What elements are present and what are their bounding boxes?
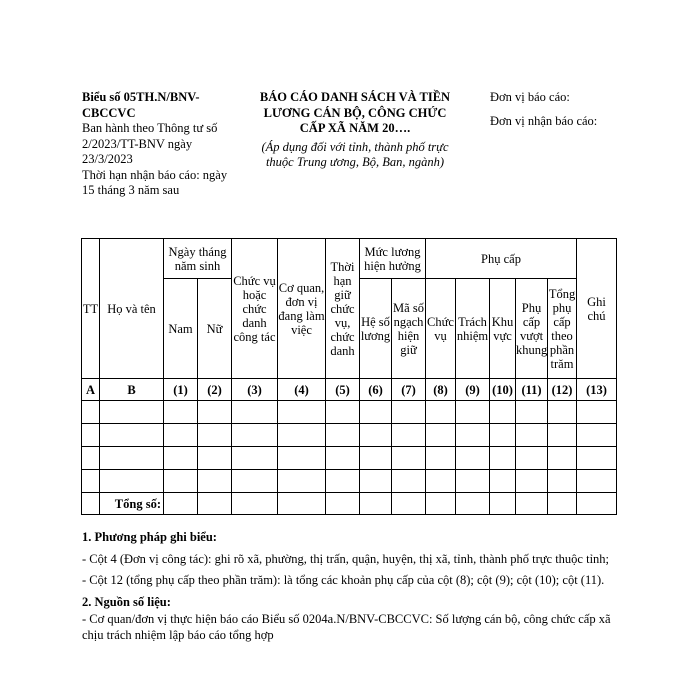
- index-cell: (12): [548, 379, 577, 401]
- index-cell: (9): [456, 379, 490, 401]
- index-cell: (2): [198, 379, 232, 401]
- col-header-allow-responsibility: Trách nhiệm: [456, 279, 490, 379]
- salary-table: [81, 238, 617, 515]
- form-header-left: [82, 90, 242, 199]
- col-header-salary: Mức lương hiện hưởng: [360, 239, 426, 279]
- table-row: [82, 424, 617, 447]
- index-cell: A: [82, 379, 100, 401]
- col-header-name: Họ và tên: [100, 239, 164, 379]
- index-cell: (7): [392, 379, 426, 401]
- index-cell: (4): [278, 379, 326, 401]
- col-header-note: Ghi chú: [577, 239, 617, 379]
- index-cell: (11): [516, 379, 548, 401]
- form-code: Biểu số 05TH.N/BNV-CBCCVC: [82, 90, 200, 120]
- index-cell: (13): [577, 379, 617, 401]
- notes-method-col4: - Cột 4 (Đơn vị công tác): ghi rõ xã, phường, thị trấn, quận, huyện, thị xã, tỉnh, thành phố trực thuộc tỉnh;: [82, 551, 610, 566]
- col-header-tt: TT: [82, 239, 100, 379]
- col-header-agency: Cơ quan, đơn vị đang làm việc: [278, 239, 326, 379]
- notes-section: [82, 530, 622, 649]
- col-header-female: Nữ: [198, 279, 232, 379]
- col-header-allow-exceed: Phụ cấp vượt khung: [516, 279, 548, 379]
- index-cell: (8): [426, 379, 456, 401]
- table-row: [82, 470, 617, 493]
- col-header-male: Nam: [164, 279, 198, 379]
- index-cell: (10): [490, 379, 516, 401]
- table-row: [82, 447, 617, 470]
- index-row: [82, 379, 617, 401]
- col-header-allow-position: Chức vụ: [426, 279, 456, 379]
- col-header-salary-coef: Hệ số lương: [360, 279, 392, 379]
- table-row: [82, 401, 617, 424]
- index-cell: (3): [232, 379, 278, 401]
- col-header-position: Chức vụ hoặc chức danh công tác: [232, 239, 278, 379]
- index-cell: (5): [326, 379, 360, 401]
- form-header-right: [490, 90, 597, 137]
- index-cell: (6): [360, 379, 392, 401]
- index-cell: (1): [164, 379, 198, 401]
- receiving-unit: Đơn vị nhận báo cáo:: [490, 113, 598, 128]
- notes-source-title: 2. Nguồn số liệu:: [82, 594, 171, 609]
- index-cell: B: [100, 379, 164, 401]
- issued-by: Ban hành theo Thông tư số 2/2023/TT-BNV ngày 23/3/2023: [82, 121, 218, 166]
- col-header-allow-total: Tổng phụ cấp theo phần trăm: [548, 279, 577, 379]
- notes-method-col12: - Cột 12 (tổng phụ cấp theo phần trăm): là tổng các khoản phụ cấp của cột (8); cột (9); cột (10); cột (11).: [82, 573, 605, 587]
- total-label: Tổng số:: [100, 493, 164, 515]
- col-header-dob: Ngày tháng năm sinh: [164, 239, 232, 279]
- report-subtitle: (Áp dụng đối với tỉnh, thành phố trực thuộc Trung ương, Bộ, Ban, ngành): [261, 139, 449, 169]
- reporting-unit: Đơn vị báo cáo:: [490, 90, 570, 104]
- total-row: [82, 493, 617, 515]
- notes-method-title: 1. Phương pháp ghi biểu:: [82, 530, 217, 544]
- col-header-grade-code: Mã số ngạch hiện giữ: [392, 279, 426, 379]
- col-header-allow-region: Khu vực: [490, 279, 516, 379]
- form-header-center: [250, 90, 460, 171]
- notes-source-text: - Cơ quan/đơn vị thực hiện báo cáo Biểu số 0204a.N/BNV-CBCCVC: Số lượng cán bộ, công chức cấp xã chịu trách nhiệm lập báo cáo tổng hợp: [82, 612, 611, 642]
- report-deadline: Thời hạn nhận báo cáo: ngày 15 tháng 3 năm sau: [82, 167, 228, 197]
- col-header-allowance: Phụ cấp: [426, 239, 577, 279]
- report-title: BÁO CÁO DANH SÁCH VÀ TIỀN LƯƠNG CÁN BỘ, CÔNG CHỨC CẤP XÃ NĂM 20….: [259, 90, 451, 135]
- col-header-tenure: Thời hạn giữ chức vụ, chức danh: [326, 239, 360, 379]
